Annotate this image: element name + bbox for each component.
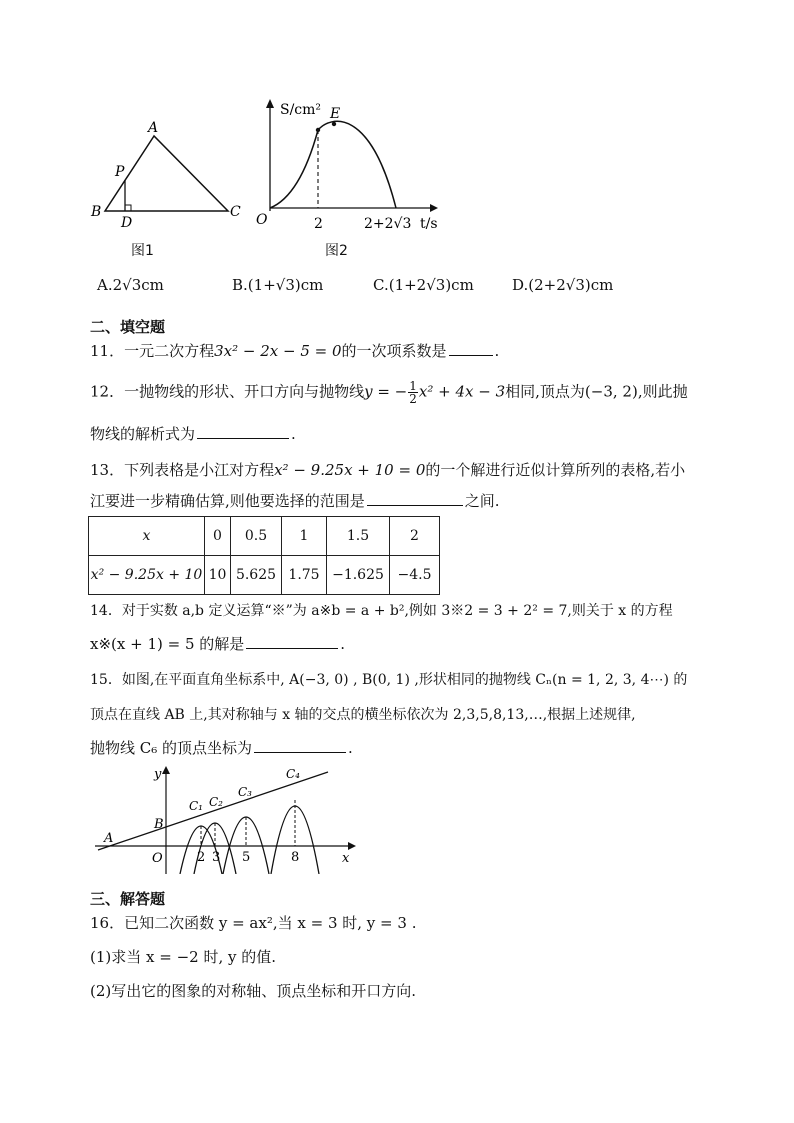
x-axis-arrow xyxy=(430,204,438,212)
question-15-line-2: 顶点在直线 AB 上,其对称轴与 x 轴的交点的横坐标依次为 2,3,5,8,13,…,根据上述规律, xyxy=(90,707,636,723)
table-cell: 2 xyxy=(390,517,440,556)
question-16-part-2: (2)写出它的图象的对称轴、顶点坐标和开口方向. xyxy=(90,982,417,1000)
table-cell: −4.5 xyxy=(390,556,440,595)
choice-d[interactable]: D.(2+2√3)cm xyxy=(512,276,614,294)
tick-2-plus-2root3: 2+2√3 xyxy=(364,216,412,232)
peak-label: E xyxy=(330,106,341,122)
question-16-line-1: 16．已知二次函数 y = ax²,当 x = 3 时, y = 3 . xyxy=(90,914,417,932)
line-ab xyxy=(98,772,328,850)
fraction-one-half: $\frac{1}{2}$ xyxy=(409,379,417,406)
choice-b[interactable]: B.(1+√3)cm xyxy=(232,276,324,294)
label-o: O xyxy=(152,851,163,866)
table-cell: 1.5 xyxy=(327,517,390,556)
label-c: C xyxy=(230,204,241,220)
figure-1-caption: 图1 xyxy=(131,243,154,259)
q12-answer-blank[interactable] xyxy=(197,424,289,439)
tick-2: 2 xyxy=(197,850,206,865)
x-axis-label: t/s xyxy=(420,216,438,232)
tick-8: 8 xyxy=(291,850,300,865)
origin-label: O xyxy=(256,212,268,228)
figure-2-caption: 图2 xyxy=(325,243,348,259)
label-d: D xyxy=(121,215,133,228)
figure-2-graph xyxy=(250,96,450,236)
table-row xyxy=(89,556,440,595)
q15-answer-blank[interactable] xyxy=(254,738,346,753)
x-axis-arrow xyxy=(348,842,356,850)
label-c2: C₂ xyxy=(209,795,223,809)
tick-2: 2 xyxy=(314,216,323,232)
label-b: B xyxy=(154,817,164,832)
table-cell: 0.5 xyxy=(231,517,282,556)
table-cell: 1 xyxy=(282,517,327,556)
point-turn xyxy=(316,128,320,132)
table-row xyxy=(89,517,440,556)
question-12-line-1: 12．一抛物线的形状、开口方向与抛物线y = − $\frac{1}{2}$ x² + 4x − 3相同,顶点为(−3, 2),则此抛 xyxy=(90,379,688,406)
section-2-title: 二、填空题 xyxy=(90,318,166,336)
label-p: P xyxy=(115,164,125,180)
label-a: A xyxy=(104,831,114,846)
label-y: y xyxy=(154,767,162,782)
table-cell: x xyxy=(89,517,205,556)
figure-3-parabolas xyxy=(90,762,365,874)
label-b: B xyxy=(91,204,102,220)
label-c4: C₄ xyxy=(286,767,300,781)
section-3-title: 三、解答题 xyxy=(90,890,166,908)
table-cell: 0 xyxy=(205,517,231,556)
table-cell: 5.625 xyxy=(231,556,282,595)
question-12-line-2: 物线的解析式为 . xyxy=(90,425,296,443)
curve-rising xyxy=(270,130,318,208)
q13-answer-blank[interactable] xyxy=(367,491,463,506)
question-14-line-1: 14．对于实数 a,b 定义运算“※”为 a※b = a + b²,例如 3※2 = 3 + 2² = 7,则关于 x 的方程 xyxy=(90,603,673,619)
q11-answer-blank[interactable] xyxy=(449,341,493,356)
figure-1-triangle xyxy=(88,118,248,228)
label-x: x xyxy=(342,851,350,866)
question-14-line-2: x※(x + 1) = 5 的解是 . xyxy=(90,635,346,653)
right-angle-mark xyxy=(125,205,131,211)
y-axis-label: S/cm² xyxy=(280,102,322,118)
curve-falling xyxy=(318,121,396,208)
choice-c[interactable]: C.(1+2√3)cm xyxy=(373,276,474,294)
choice-a[interactable]: A.2√3cm xyxy=(97,276,164,294)
question-15-line-1: 15．如图,在平面直角坐标系中, A(−3, 0) , B(0, 1) ,形状相同的抛物线 Cₙ(n = 1, 2, 3, 4⋯) 的 xyxy=(90,672,688,688)
table-cell: −1.625 xyxy=(327,556,390,595)
question-15-line-3: 抛物线 C₆ 的顶点坐标为 . xyxy=(90,739,353,757)
label-a: A xyxy=(148,120,159,136)
tick-3: 3 xyxy=(212,850,221,865)
tick-5: 5 xyxy=(242,850,251,865)
table-cell: x² − 9.25x + 10 xyxy=(89,556,205,595)
y-axis-arrow xyxy=(266,99,274,108)
question-11: 11．一元二次方程3x² − 2x − 5 = 0的一次项系数是 . xyxy=(90,342,500,360)
approximation-table xyxy=(88,516,440,595)
question-13-line-2: 江要进一步精确估算,则他要选择的范围是 之间. xyxy=(90,492,500,510)
label-c3: C₃ xyxy=(238,785,252,799)
label-c1: C₁ xyxy=(189,799,203,813)
y-axis-arrow xyxy=(162,766,170,774)
q14-answer-blank[interactable] xyxy=(246,634,338,649)
question-16-part-1: (1)求当 x = −2 时, y 的值. xyxy=(90,948,277,966)
question-13-line-1: 13．下列表格是小江对方程x² − 9.25x + 10 = 0的一个解进行近似计算所列的表格,若小 xyxy=(90,461,686,479)
table-cell: 1.75 xyxy=(282,556,327,595)
table-cell: 10 xyxy=(205,556,231,595)
point-e xyxy=(332,122,336,126)
